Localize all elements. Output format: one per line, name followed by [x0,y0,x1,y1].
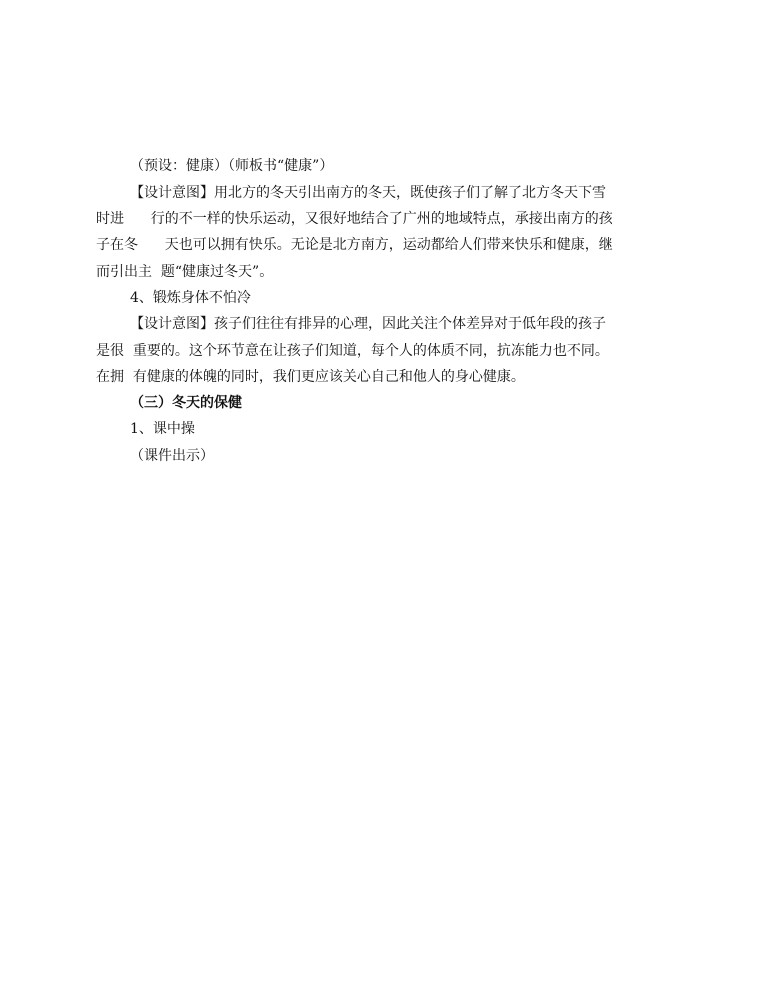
preset-line: （预设：健康）（师板书“健康”） [130,158,334,174]
design-intent-paragraph-2-line-3: 在拥 有健康的体魄的同时，我们更应该关心自己和他人的身心健康。 [96,369,525,385]
design-intent-paragraph-1-line-3: 子在冬 天也可以拥有快乐。无论是北方南方，运动都给人们带来快乐和健康，继 [96,237,613,253]
courseware-note: （课件出示） [130,448,214,464]
design-intent-paragraph-1-line-1: 【设计意图】用北方的冬天引出南方的冬天，既使孩子们了解了北方冬天下雪 [130,185,606,201]
section-three-heading: （三）冬天的保健 [130,395,242,411]
design-intent-paragraph-2-line-2: 是很 重要的。这个环节意在让孩子们知道，每个人的体质不同，抗冻能力也不同。 [96,343,609,359]
design-intent-paragraph-2-line-1: 【设计意图】孩子们往往有排异的心理，因此关注个体差异对于低年段的孩子 [130,316,606,332]
design-intent-paragraph-1-line-4: 而引出主 题“健康过冬天”。 [96,264,274,280]
section-4-heading: 4、锻炼身体不怕冷 [130,290,251,306]
design-intent-paragraph-1-line-2: 时进 行的不一样的快乐运动，又很好地结合了广州的地域特点，承接出南方的孩 [96,211,613,227]
section-1-heading: 1、课中操 [130,421,195,437]
